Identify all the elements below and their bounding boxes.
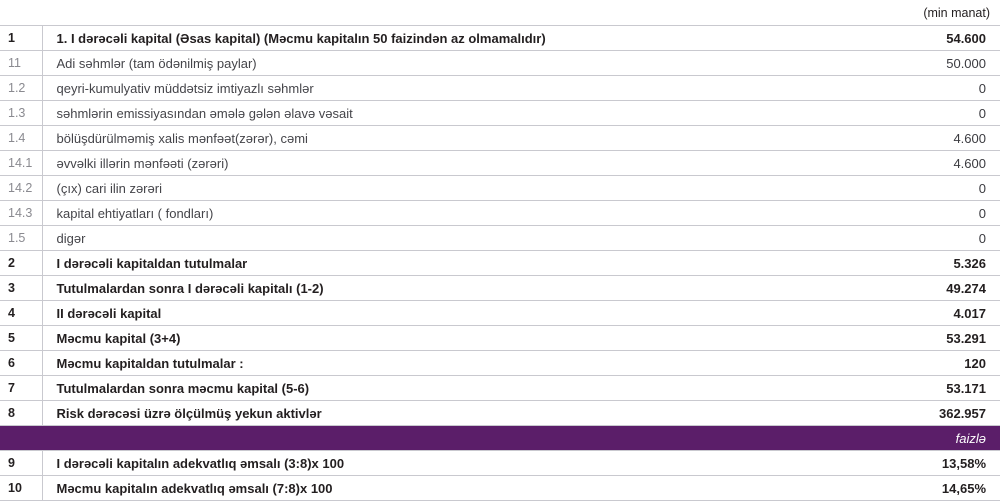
table-row [0, 276, 1000, 301]
row-label: digər [42, 226, 900, 251]
table-row [0, 301, 1000, 326]
table-row [0, 76, 1000, 101]
table-row [0, 351, 1000, 376]
table-row [0, 51, 1000, 76]
row-number: 1 [0, 26, 42, 51]
row-label: Tutulmalardan sonra I dərəcəli kapitalı (1-2) [42, 276, 900, 301]
row-number: 10 [0, 476, 42, 501]
row-label: II dərəcəli kapital [42, 301, 900, 326]
row-number: 11 [0, 51, 42, 76]
row-number: 14.3 [0, 201, 42, 226]
row-label: (çıx) cari ilin zərəri [42, 176, 900, 201]
row-label: Məcmu kapitaldan tutulmalar : [42, 351, 900, 376]
row-label: 1. I dərəcəli kapital (Əsas kapital) (Məcmu kapitalın 50 faizindən az olmamalıdır) [42, 26, 900, 51]
row-value: 54.600 [900, 26, 1000, 51]
row-value: 0 [900, 226, 1000, 251]
row-number: 14.1 [0, 151, 42, 176]
table-row [0, 326, 1000, 351]
table-row [0, 26, 1000, 51]
row-label: Adi səhmlər (tam ödənilmiş paylar) [42, 51, 900, 76]
row-label: kapital ehtiyatları ( fondları) [42, 201, 900, 226]
row-value: 13,58% [900, 451, 1000, 476]
row-number: 2 [0, 251, 42, 276]
row-number: 3 [0, 276, 42, 301]
table-row [0, 126, 1000, 151]
row-label: bölüşdürülməmiş xalis mənfəət(zərər), cəmi [42, 126, 900, 151]
row-label: səhmlərin emissiyasından əmələ gələn əlavə vəsait [42, 101, 900, 126]
unit-note-row [0, 0, 1000, 26]
row-value: 362.957 [900, 401, 1000, 426]
row-label: Məcmu kapital (3+4) [42, 326, 900, 351]
row-value: 49.274 [900, 276, 1000, 301]
row-number: 1.2 [0, 76, 42, 101]
table-row [0, 451, 1000, 476]
row-number: 14.2 [0, 176, 42, 201]
row-label: əvvəlki illərin mənfəəti (zərəri) [42, 151, 900, 176]
row-number: 8 [0, 401, 42, 426]
row-number: 1.5 [0, 226, 42, 251]
row-label: Tutulmalardan sonra məcmu kapital (5-6) [42, 376, 900, 401]
row-number: 1.3 [0, 101, 42, 126]
row-label: I dərəcəli kapitalın adekvatlıq əmsalı (3:8)x 100 [42, 451, 900, 476]
row-value: 4.600 [900, 151, 1000, 176]
table-row [0, 476, 1000, 501]
row-value: 4.017 [900, 301, 1000, 326]
row-label: Məcmu kapitalın adekvatlıq əmsalı (7:8)x 100 [42, 476, 900, 501]
row-label: I dərəcəli kapitaldan tutulmalar [42, 251, 900, 276]
row-value: 50.000 [900, 51, 1000, 76]
table-row [0, 176, 1000, 201]
row-number: 6 [0, 351, 42, 376]
row-value: 0 [900, 176, 1000, 201]
row-number: 1.4 [0, 126, 42, 151]
table-row [0, 226, 1000, 251]
unit-note: (min manat) [923, 6, 990, 20]
row-value: 14,65% [900, 476, 1000, 501]
row-number: 4 [0, 301, 42, 326]
row-label: Risk dərəcəsi üzrə ölçülmüş yekun aktivlər [42, 401, 900, 426]
row-value: 120 [900, 351, 1000, 376]
row-number: 9 [0, 451, 42, 476]
row-value: 0 [900, 101, 1000, 126]
table-row [0, 151, 1000, 176]
percent-banner-label: faizlə [0, 426, 1000, 451]
row-value: 53.171 [900, 376, 1000, 401]
row-value: 0 [900, 201, 1000, 226]
row-value: 5.326 [900, 251, 1000, 276]
table-row [0, 376, 1000, 401]
table-row [0, 101, 1000, 126]
row-value: 53.291 [900, 326, 1000, 351]
row-number: 5 [0, 326, 42, 351]
table-row [0, 251, 1000, 276]
row-value: 4.600 [900, 126, 1000, 151]
table-row [0, 201, 1000, 226]
table-row [0, 401, 1000, 426]
row-value: 0 [900, 76, 1000, 101]
row-label: qeyri-kumulyativ müddətsiz imtiyazlı səhmlər [42, 76, 900, 101]
row-number: 7 [0, 376, 42, 401]
percent-section-banner [0, 426, 1000, 451]
